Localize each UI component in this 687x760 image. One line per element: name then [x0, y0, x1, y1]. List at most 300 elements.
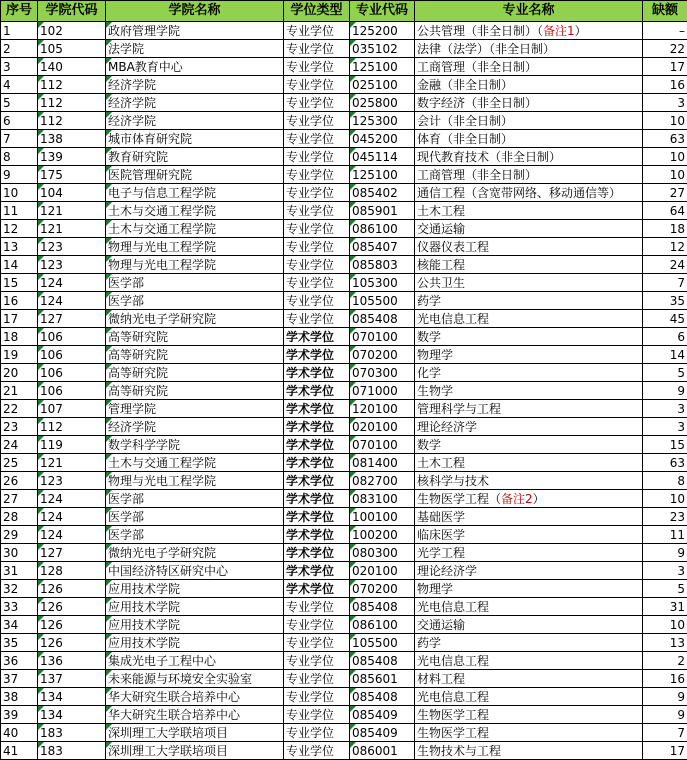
cell-major-code: 035102	[350, 40, 415, 58]
major-name-text: 光学工程	[417, 546, 465, 560]
cell-major-code: 070200	[350, 580, 415, 598]
cell-no: 31	[1, 562, 38, 580]
major-name-text: 公共卫生	[417, 276, 465, 290]
cell-no: 37	[1, 670, 38, 688]
cell-major-name	[415, 256, 643, 274]
cell-degree-type: 专业学位	[284, 40, 350, 58]
table-row	[1, 274, 687, 292]
cell-major-name	[415, 598, 643, 616]
cell-no: 8	[1, 148, 38, 166]
major-name-text: 数学	[417, 330, 441, 344]
cell-quota: 16	[643, 670, 687, 688]
cell-major-name	[415, 94, 643, 112]
cell-school-name: 经济学院	[106, 76, 284, 94]
major-name-text: 管理科学与工程	[417, 402, 501, 416]
cell-degree-type: 学术学位	[284, 400, 350, 418]
cell-no: 15	[1, 274, 38, 292]
cell-quota: 10	[643, 490, 687, 508]
cell-school-code: 106	[38, 346, 106, 364]
table-body	[1, 22, 687, 760]
cell-school-name: 应用技术学院	[106, 598, 284, 616]
cell-school-name: 应用技术学院	[106, 616, 284, 634]
cell-quota: 7	[643, 274, 687, 292]
table-row	[1, 616, 687, 634]
major-name-text: 生物技术与工程	[417, 744, 501, 758]
cell-major-name	[415, 724, 643, 742]
major-name-text: 公共管理（非全日制）（	[417, 24, 543, 38]
major-name-text: 通信工程（含宽带网络、移动通信等）	[417, 186, 621, 200]
cell-degree-type: 专业学位	[284, 292, 350, 310]
table-row	[1, 328, 687, 346]
cell-degree-type: 学术学位	[284, 508, 350, 526]
cell-school-code: 134	[38, 706, 106, 724]
remark-note: 备注2	[501, 492, 533, 506]
cell-major-code: 071000	[350, 382, 415, 400]
cell-major-code: 085409	[350, 706, 415, 724]
cell-no: 5	[1, 94, 38, 112]
cell-degree-type: 专业学位	[284, 706, 350, 724]
cell-school-name: 深圳理工大学联培项目	[106, 724, 284, 742]
cell-no: 26	[1, 472, 38, 490]
cell-school-code: 127	[38, 544, 106, 562]
cell-no: 18	[1, 328, 38, 346]
header-no: 序号	[1, 1, 38, 22]
major-name-text: 基础医学	[417, 510, 465, 524]
cell-degree-type: 学术学位	[284, 580, 350, 598]
cell-major-name	[415, 490, 643, 508]
cell-no: 27	[1, 490, 38, 508]
major-name-text: 物理学	[417, 348, 453, 362]
cell-no: 28	[1, 508, 38, 526]
major-name-text: 光电信息工程	[417, 654, 489, 668]
major-name-text: 临床医学	[417, 528, 465, 542]
cell-major-name	[415, 202, 643, 220]
cell-major-code: 086100	[350, 616, 415, 634]
cell-major-name	[415, 508, 643, 526]
cell-quota: 9	[643, 706, 687, 724]
cell-quota: 15	[643, 436, 687, 454]
cell-major-name	[415, 688, 643, 706]
cell-major-name	[415, 400, 643, 418]
table-row	[1, 472, 687, 490]
cell-degree-type: 学术学位	[284, 364, 350, 382]
cell-degree-type: 专业学位	[284, 22, 350, 40]
cell-school-code: 138	[38, 130, 106, 148]
cell-major-name	[415, 76, 643, 94]
major-name-text: 生物医学工程	[417, 708, 489, 722]
cell-no: 36	[1, 652, 38, 670]
cell-degree-type: 学术学位	[284, 454, 350, 472]
cell-degree-type: 学术学位	[284, 490, 350, 508]
cell-no: 21	[1, 382, 38, 400]
cell-quota: 14	[643, 346, 687, 364]
table-row	[1, 706, 687, 724]
major-name-text: 生物医学工程（	[417, 492, 501, 506]
cell-no: 17	[1, 310, 38, 328]
major-name-text: 现代教育技术（非全日制）	[417, 150, 561, 164]
cell-school-code: 136	[38, 652, 106, 670]
table-row	[1, 148, 687, 166]
cell-school-code: 121	[38, 454, 106, 472]
cell-major-code: 070100	[350, 436, 415, 454]
cell-no: 9	[1, 166, 38, 184]
cell-school-name: 应用技术学院	[106, 634, 284, 652]
table-row	[1, 418, 687, 436]
cell-major-name	[415, 274, 643, 292]
table-row	[1, 112, 687, 130]
cell-degree-type: 专业学位	[284, 310, 350, 328]
cell-degree-type: 专业学位	[284, 238, 350, 256]
header-degree-type: 学位类型	[284, 1, 350, 22]
cell-no: 10	[1, 184, 38, 202]
cell-school-code: 105	[38, 40, 106, 58]
cell-quota: 35	[643, 292, 687, 310]
cell-quota: 2	[643, 652, 687, 670]
cell-school-code: 126	[38, 580, 106, 598]
cell-major-code: 085901	[350, 202, 415, 220]
major-name-text: 数学	[417, 438, 441, 452]
cell-major-name	[415, 616, 643, 634]
cell-major-name	[415, 328, 643, 346]
cell-major-name	[415, 130, 643, 148]
cell-major-name	[415, 634, 643, 652]
cell-quota: 10	[643, 112, 687, 130]
cell-degree-type: 专业学位	[284, 94, 350, 112]
cell-major-code: 085408	[350, 310, 415, 328]
cell-major-name	[415, 454, 643, 472]
cell-degree-type: 学术学位	[284, 544, 350, 562]
cell-school-name: 医学部	[106, 508, 284, 526]
cell-major-name	[415, 364, 643, 382]
cell-quota: 16	[643, 76, 687, 94]
cell-degree-type: 专业学位	[284, 58, 350, 76]
header-major-name: 专业名称	[415, 1, 643, 22]
cell-no: 6	[1, 112, 38, 130]
cell-major-code: 070100	[350, 328, 415, 346]
cell-school-name: 中国经济特区研究中心	[106, 562, 284, 580]
cell-school-code: 102	[38, 22, 106, 40]
cell-degree-type: 专业学位	[284, 130, 350, 148]
cell-school-code: 139	[38, 148, 106, 166]
cell-no: 20	[1, 364, 38, 382]
cell-major-code: 025800	[350, 94, 415, 112]
table-row	[1, 292, 687, 310]
cell-school-code: 121	[38, 220, 106, 238]
cell-school-name: 微纳光电子学研究院	[106, 310, 284, 328]
cell-major-name	[415, 652, 643, 670]
cell-school-name: 微纳光电子学研究院	[106, 544, 284, 562]
table-row	[1, 346, 687, 364]
cell-major-name	[415, 310, 643, 328]
cell-school-name: 深圳理工大学联培项目	[106, 742, 284, 760]
cell-quota: 6	[643, 328, 687, 346]
cell-school-name: 医学部	[106, 292, 284, 310]
cell-major-code: 100200	[350, 526, 415, 544]
cell-major-name	[415, 562, 643, 580]
cell-major-name	[415, 184, 643, 202]
major-name-text: 土木工程	[417, 456, 465, 470]
cell-school-code: 112	[38, 112, 106, 130]
cell-quota: 3	[643, 94, 687, 112]
table-row	[1, 670, 687, 688]
cell-school-name: 集成光电子工程中心	[106, 652, 284, 670]
cell-school-code: 124	[38, 526, 106, 544]
cell-quota: 9	[643, 544, 687, 562]
major-name-text: 交通运输	[417, 618, 465, 632]
cell-major-code: 083100	[350, 490, 415, 508]
cell-major-code: 125300	[350, 112, 415, 130]
cell-school-name: 电子与信息工程学院	[106, 184, 284, 202]
cell-school-name: 教育研究院	[106, 148, 284, 166]
table-row	[1, 562, 687, 580]
cell-quota: 10	[643, 616, 687, 634]
table-row	[1, 130, 687, 148]
cell-school-name: 高等研究院	[106, 346, 284, 364]
cell-no: 35	[1, 634, 38, 652]
cell-school-code: 124	[38, 292, 106, 310]
table-row	[1, 688, 687, 706]
major-name-text: 生物医学工程	[417, 726, 489, 740]
cell-degree-type: 专业学位	[284, 76, 350, 94]
cell-school-code: 112	[38, 76, 106, 94]
cell-no: 13	[1, 238, 38, 256]
cell-major-code: 105500	[350, 634, 415, 652]
cell-school-name: 管理学院	[106, 400, 284, 418]
table-row	[1, 58, 687, 76]
table-row	[1, 40, 687, 58]
cell-school-code: 107	[38, 400, 106, 418]
major-name-text: 光电信息工程	[417, 600, 489, 614]
major-name-text: 化学	[417, 366, 441, 380]
cell-major-name	[415, 238, 643, 256]
cell-school-code: 121	[38, 202, 106, 220]
cell-school-name: 华大研究生联合培养中心	[106, 706, 284, 724]
table-row	[1, 220, 687, 238]
cell-major-code: 085402	[350, 184, 415, 202]
table-row	[1, 184, 687, 202]
cell-degree-type: 专业学位	[284, 652, 350, 670]
cell-quota: 24	[643, 256, 687, 274]
cell-quota: 63	[643, 454, 687, 472]
cell-major-name	[415, 22, 643, 40]
cell-major-name	[415, 544, 643, 562]
cell-major-code: 080300	[350, 544, 415, 562]
cell-quota: 17	[643, 58, 687, 76]
cell-quota: 63	[643, 130, 687, 148]
cell-quota: 3	[643, 400, 687, 418]
table-row	[1, 76, 687, 94]
cell-no: 19	[1, 346, 38, 364]
cell-quota: 64	[643, 202, 687, 220]
cell-major-code: 085408	[350, 598, 415, 616]
cell-school-code: 123	[38, 472, 106, 490]
cell-major-code: 025100	[350, 76, 415, 94]
table-row	[1, 22, 687, 40]
cell-major-code: 085803	[350, 256, 415, 274]
cell-degree-type: 专业学位	[284, 166, 350, 184]
major-name-text: 生物学	[417, 384, 453, 398]
cell-school-name: 土木与交通工程学院	[106, 220, 284, 238]
table-row	[1, 382, 687, 400]
cell-degree-type: 专业学位	[284, 670, 350, 688]
cell-no: 39	[1, 706, 38, 724]
major-name-text: 数字经济（非全日制）	[417, 96, 537, 110]
major-name-text: 法律（法学）（非全日制）	[417, 42, 555, 56]
cell-no: 24	[1, 436, 38, 454]
major-name-text: 仪器仪表工程	[417, 240, 489, 254]
table-row	[1, 544, 687, 562]
cell-school-code: 137	[38, 670, 106, 688]
cell-school-name: 医学部	[106, 526, 284, 544]
cell-major-code: 105500	[350, 292, 415, 310]
cell-major-code: 125200	[350, 22, 415, 40]
cell-school-name: 未来能源与环境安全实验室	[106, 670, 284, 688]
major-name-text: 体育（非全日制）	[417, 132, 513, 146]
cell-school-name: 数学科学学院	[106, 436, 284, 454]
cell-major-name	[415, 670, 643, 688]
cell-no: 16	[1, 292, 38, 310]
cell-major-code: 085409	[350, 724, 415, 742]
cell-major-code: 085408	[350, 652, 415, 670]
major-name-text: 理论经济学	[417, 564, 477, 578]
cell-no: 38	[1, 688, 38, 706]
major-name-text: 核能工程	[417, 258, 465, 272]
cell-school-code: 127	[38, 310, 106, 328]
table-row	[1, 652, 687, 670]
cell-no: 25	[1, 454, 38, 472]
header-row	[1, 1, 687, 22]
table-row	[1, 436, 687, 454]
cell-major-name	[415, 436, 643, 454]
table-row	[1, 508, 687, 526]
header-quota: 缺额	[643, 1, 687, 22]
cell-degree-type: 专业学位	[284, 274, 350, 292]
cell-quota: 11	[643, 526, 687, 544]
major-name-text: 土木工程	[417, 204, 465, 218]
cell-quota: 18	[643, 220, 687, 238]
cell-school-name: MBA教育中心	[106, 58, 284, 76]
cell-quota: 3	[643, 418, 687, 436]
cell-major-code: 086001	[350, 742, 415, 760]
cell-degree-type: 学术学位	[284, 472, 350, 490]
major-name-text: 交通运输	[417, 222, 465, 236]
cell-school-code: 183	[38, 742, 106, 760]
cell-school-name: 土木与交通工程学院	[106, 454, 284, 472]
table-row	[1, 580, 687, 598]
cell-major-code: 082700	[350, 472, 415, 490]
cell-school-code: 106	[38, 364, 106, 382]
cell-no: 29	[1, 526, 38, 544]
table-row	[1, 202, 687, 220]
cell-major-code: 085407	[350, 238, 415, 256]
cell-degree-type: 学术学位	[284, 526, 350, 544]
major-name-text: 材料工程	[417, 672, 465, 686]
cell-school-code: 106	[38, 382, 106, 400]
cell-school-name: 医院管理研究院	[106, 166, 284, 184]
cell-school-code: 106	[38, 328, 106, 346]
cell-school-code: 140	[38, 58, 106, 76]
table-row	[1, 634, 687, 652]
cell-quota: 12	[643, 238, 687, 256]
table-row	[1, 454, 687, 472]
cell-school-name: 高等研究院	[106, 364, 284, 382]
cell-school-name: 物理与光电工程学院	[106, 256, 284, 274]
cell-degree-type: 专业学位	[284, 220, 350, 238]
cell-school-name: 经济学院	[106, 112, 284, 130]
cell-school-code: 124	[38, 274, 106, 292]
cell-no: 40	[1, 724, 38, 742]
cell-major-name	[415, 346, 643, 364]
cell-major-code: 100100	[350, 508, 415, 526]
cell-quota: 22	[643, 40, 687, 58]
cell-school-code: 112	[38, 418, 106, 436]
cell-quota: 45	[643, 310, 687, 328]
cell-degree-type: 专业学位	[284, 256, 350, 274]
major-name-text: 金融（非全日制）	[417, 78, 513, 92]
cell-no: 22	[1, 400, 38, 418]
major-name-tail: ）	[533, 492, 545, 506]
cell-major-name	[415, 220, 643, 238]
cell-quota: 17	[643, 742, 687, 760]
table-row	[1, 94, 687, 112]
cell-major-code: 085601	[350, 670, 415, 688]
cell-major-code: 045200	[350, 130, 415, 148]
table-row	[1, 490, 687, 508]
cell-school-code: 104	[38, 184, 106, 202]
table-row	[1, 598, 687, 616]
cell-school-code: 126	[38, 634, 106, 652]
table-row	[1, 724, 687, 742]
cell-school-code: 175	[38, 166, 106, 184]
cell-major-name	[415, 148, 643, 166]
major-name-text: 光电信息工程	[417, 312, 489, 326]
cell-school-code: 124	[38, 490, 106, 508]
major-name-text: 工商管理（非全日制）	[417, 168, 537, 182]
table-row	[1, 238, 687, 256]
cell-school-name: 应用技术学院	[106, 580, 284, 598]
cell-major-code: 105300	[350, 274, 415, 292]
cell-quota: 10	[643, 148, 687, 166]
cell-school-code: 123	[38, 238, 106, 256]
cell-school-name: 城市体育研究院	[106, 130, 284, 148]
cell-major-name	[415, 472, 643, 490]
cell-major-name	[415, 580, 643, 598]
header-school-name: 学院名称	[106, 1, 284, 22]
cell-school-code: 134	[38, 688, 106, 706]
cell-no: 4	[1, 76, 38, 94]
major-name-text: 药学	[417, 636, 441, 650]
cell-major-name	[415, 292, 643, 310]
cell-quota: 7	[643, 724, 687, 742]
cell-no: 2	[1, 40, 38, 58]
major-name-text: 工商管理（非全日制）	[417, 60, 537, 74]
cell-major-name	[415, 40, 643, 58]
cell-major-name	[415, 58, 643, 76]
cell-no: 3	[1, 58, 38, 76]
cell-no: 30	[1, 544, 38, 562]
cell-degree-type: 专业学位	[284, 148, 350, 166]
cell-no: 32	[1, 580, 38, 598]
cell-no: 14	[1, 256, 38, 274]
cell-quota: 8	[643, 472, 687, 490]
cell-quota: 13	[643, 634, 687, 652]
cell-degree-type: 学术学位	[284, 562, 350, 580]
cell-major-code: 085408	[350, 688, 415, 706]
cell-quota: 23	[643, 508, 687, 526]
cell-quota: 5	[643, 364, 687, 382]
cell-degree-type: 专业学位	[284, 616, 350, 634]
cell-quota: 9	[643, 688, 687, 706]
